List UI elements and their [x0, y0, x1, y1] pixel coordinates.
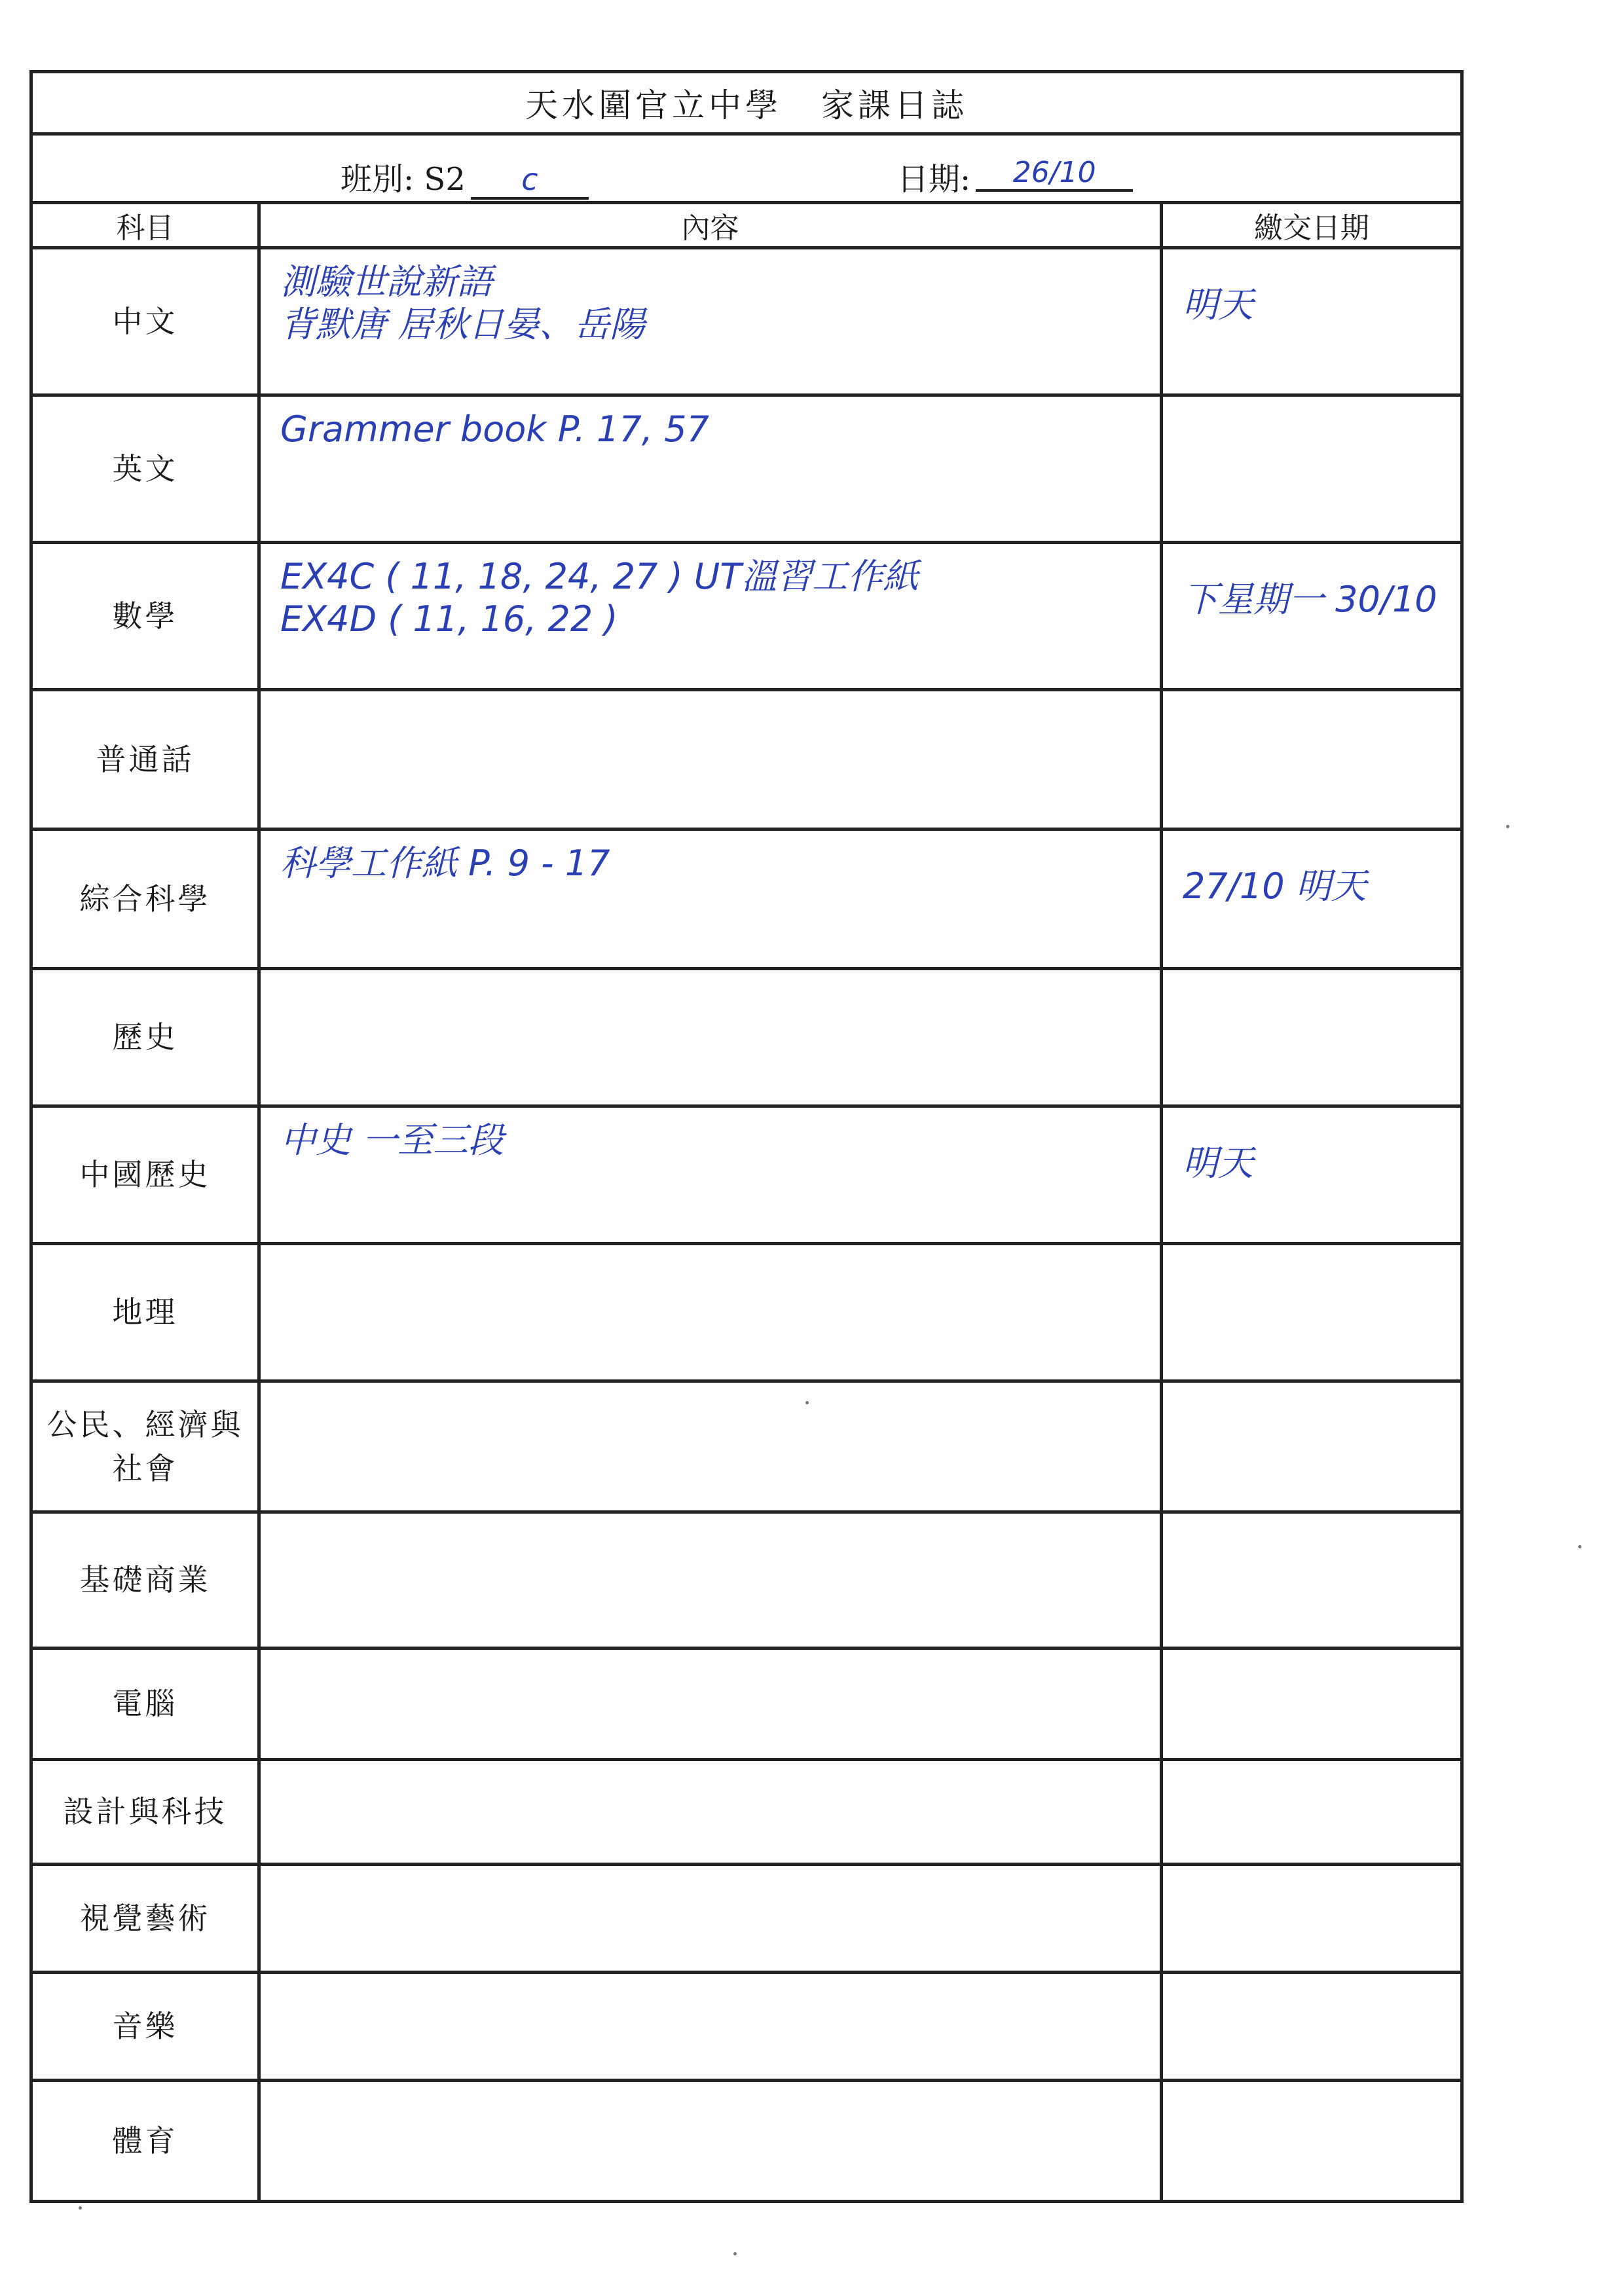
subject-name: 數學	[31, 543, 259, 690]
homework-content-cell	[259, 829, 1162, 969]
due-date	[1163, 1383, 1460, 1410]
homework-content	[261, 2082, 1160, 2094]
due-date	[1163, 2082, 1460, 2109]
homework-content-cell	[259, 1106, 1162, 1244]
homework-content-cell	[259, 1973, 1162, 2081]
homework-content-cell	[259, 1512, 1162, 1649]
homework-content	[261, 691, 1160, 703]
subject-name: 體育	[31, 2081, 259, 2202]
subject-name: 英文	[31, 395, 259, 543]
column-header-row	[31, 203, 1462, 248]
homework-content	[261, 1108, 1160, 1162]
subject-row	[31, 969, 1462, 1106]
homework-content-cell	[259, 2081, 1162, 2202]
homework-content	[261, 397, 1160, 451]
homework-line: 背默唐 居秋日晏、岳陽	[280, 303, 646, 345]
due-date-cell	[1162, 395, 1462, 543]
school-name: 天水圍官立中學	[525, 86, 782, 124]
homework-content-cell	[259, 1244, 1162, 1381]
due-date-cell	[1162, 1865, 1462, 1973]
homework-content	[261, 831, 1160, 885]
due-date: 27/10 明天	[1183, 866, 1367, 907]
homework-content	[261, 1650, 1160, 1662]
title-cell	[31, 72, 1462, 134]
scan-speck	[733, 2252, 737, 2255]
due-date-cell	[1162, 1244, 1462, 1381]
subject-row	[31, 1106, 1462, 1244]
subject-row	[31, 1973, 1462, 2081]
subject-name: 公民、經濟與社會	[31, 1381, 259, 1512]
homework-content	[261, 249, 1160, 346]
homework-content-cell	[259, 248, 1162, 395]
subject-row	[31, 248, 1462, 395]
document-title: 家課日誌	[821, 86, 968, 124]
content-column-header: 內容	[259, 203, 1162, 248]
due-date: 明天	[1183, 284, 1253, 325]
homework-line: 科學工作紙 P. 9 - 17	[280, 843, 610, 884]
subject-name: 歷史	[31, 969, 259, 1106]
homework-content-cell	[259, 543, 1162, 690]
homework-line: Grammer book P. 17, 57	[280, 409, 709, 450]
homework-content-cell	[259, 1865, 1162, 1973]
homework-content	[261, 970, 1160, 982]
scan-speck	[1578, 1545, 1581, 1548]
class-value: c	[471, 162, 589, 200]
due-date-cell	[1162, 1512, 1462, 1649]
scan-speck	[79, 2206, 82, 2210]
subject-row	[31, 690, 1462, 829]
homework-content	[261, 1866, 1160, 1878]
subject-name: 設計與科技	[31, 1760, 259, 1865]
due-date-cell	[1162, 829, 1462, 969]
homework-line: EX4C ( 11, 18, 24, 27 ) UT溫習工作紙	[280, 556, 919, 597]
date-value: 26/10	[976, 156, 1133, 192]
subject-name: 電腦	[31, 1649, 259, 1760]
homework-content-cell	[259, 690, 1162, 829]
subject-name: 中文	[31, 248, 259, 395]
due-date	[1163, 1514, 1460, 1541]
subject-row	[31, 543, 1462, 690]
subject-name: 基礎商業	[31, 1512, 259, 1649]
subject-name: 普通話	[31, 690, 259, 829]
due-date-cell	[1162, 1381, 1462, 1512]
subject-name: 綜合科學	[31, 829, 259, 969]
due-date-cell	[1162, 690, 1462, 829]
homework-content	[261, 544, 1160, 641]
homework-content	[261, 1974, 1160, 1986]
due-date-cell	[1162, 2081, 1462, 2202]
subject-row	[31, 1244, 1462, 1381]
due-date-cell	[1162, 1106, 1462, 1244]
subject-row	[31, 395, 1462, 543]
due-date	[1163, 970, 1460, 998]
scan-speck	[805, 1401, 809, 1404]
scan-speck	[1506, 825, 1509, 828]
class-field	[341, 154, 589, 200]
subject-column-header: 科目	[31, 203, 259, 248]
class-date-row	[31, 134, 1462, 203]
due-date	[1163, 1245, 1460, 1273]
due-date-cell	[1162, 543, 1462, 690]
due-column-header: 繳交日期	[1162, 203, 1462, 248]
homework-diary-table	[29, 70, 1464, 2203]
due-date: 下星期一 30/10	[1183, 579, 1437, 620]
subject-row	[31, 1649, 1462, 1760]
homework-content-cell	[259, 1649, 1162, 1760]
homework-line: EX4D ( 11, 16, 22 )	[280, 598, 618, 640]
subject-row	[31, 1512, 1462, 1649]
homework-content	[261, 1383, 1160, 1394]
homework-content-cell	[259, 1381, 1162, 1512]
homework-line: 測驗世說新語	[280, 261, 492, 302]
due-date-cell	[1162, 1973, 1462, 2081]
subject-row	[31, 1865, 1462, 1973]
homework-content	[261, 1761, 1160, 1773]
due-date	[1163, 1650, 1460, 1677]
subject-row	[31, 1760, 1462, 1865]
class-date-cell	[31, 134, 1462, 203]
homework-content	[261, 1245, 1160, 1257]
due-date-cell	[1162, 969, 1462, 1106]
subject-row	[31, 829, 1462, 969]
subject-name: 音樂	[31, 1973, 259, 2081]
class-label: 班別: S2	[341, 161, 466, 198]
subject-name: 中國歷史	[31, 1106, 259, 1244]
due-date-cell	[1162, 248, 1462, 395]
date-field	[897, 154, 1133, 200]
due-date-cell	[1162, 1760, 1462, 1865]
due-date	[1163, 1866, 1460, 1893]
due-date	[1163, 691, 1460, 719]
due-date	[1163, 397, 1460, 424]
homework-content-cell	[259, 395, 1162, 543]
subject-name: 視覺藝術	[31, 1865, 259, 1973]
due-date	[1163, 1974, 1460, 2001]
due-date	[1163, 1761, 1460, 1789]
subject-row	[31, 2081, 1462, 2202]
subject-name: 地理	[31, 1244, 259, 1381]
title-row	[31, 72, 1462, 134]
due-date: 明天	[1183, 1142, 1253, 1184]
homework-content-cell	[259, 969, 1162, 1106]
date-label: 日期:	[897, 161, 971, 198]
homework-content	[261, 1514, 1160, 1525]
homework-line: 中史 一至三段	[280, 1120, 504, 1161]
due-date-cell	[1162, 1649, 1462, 1760]
homework-content-cell	[259, 1760, 1162, 1865]
subject-row	[31, 1381, 1462, 1512]
